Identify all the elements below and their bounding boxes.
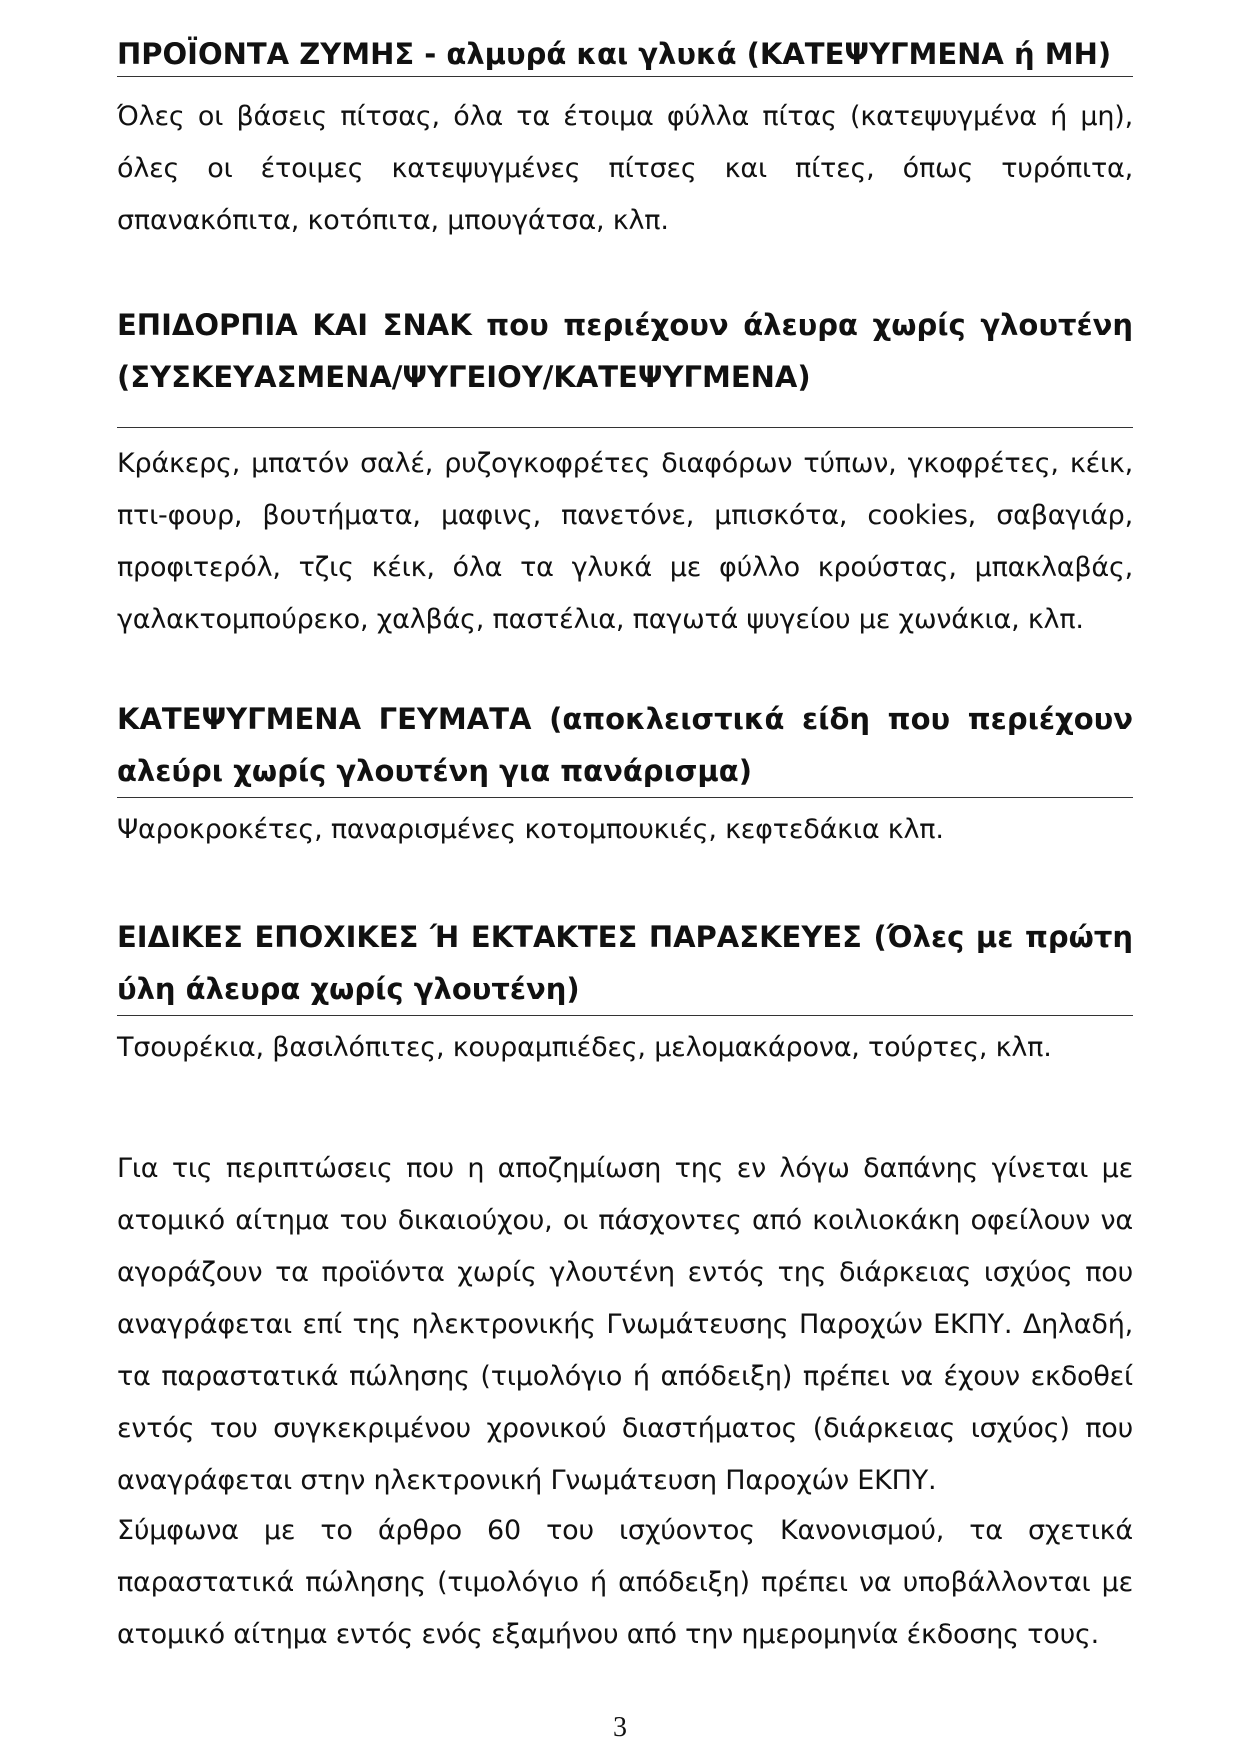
section-text: Όλες οι βάσεις πίτσας, όλα τα έτοιμα φύλλα πίτας (κατεψυγμένα ή μη), όλες οι έτοιμες κατεψυγμένες πίτσες και πίτες, όπως τυρόπιτα, σπανακόπιτα, κοτόπιτα, μπουγάτσα, κλπ. xyxy=(117,101,1133,236)
section-heading: ΠΡΟΪΟΝΤΑ ΖΥΜΗΣ - αλμυρά και γλυκά (ΚΑΤΕΨΥΓΜΕΝΑ ή ΜΗ) xyxy=(117,34,1133,77)
section-text: Ψαροκροκέτες, παναρισμένες κοτομπουκιές, κεφτεδάκια κλπ. xyxy=(117,814,944,845)
section-heading: ΕΠΙΔΟΡΠΙΑ ΚΑΙ ΣΝΑΚ που περιέχουν άλευρα χωρίς γλουτένη (ΣΥΣΚΕΥΑΣΜΕΝΑ/ΨΥΓΕΙΟΥ/ΚΑΤΕΨΥΓΜΕΝΑ) xyxy=(117,299,1133,428)
section-heading: ΚΑΤΕΨΥΓΜΕΝΑ ΓΕΥΜΑΤΑ (αποκλειστικά είδη που περιέχουν αλεύρι χωρίς γλουτένη για πανάρισμα) xyxy=(117,693,1133,798)
section-seasonal-preparations xyxy=(117,911,1133,1074)
section-desserts-snacks xyxy=(117,299,1133,646)
section-text: Τσουρέκια, βασιλόπιτες, κουραμπιέδες, μελομακάρονα, τούρτες, κλπ. xyxy=(117,1032,1052,1063)
section-dough-products xyxy=(117,34,1133,247)
reimbursement-paragraph: Για τις περιπτώσεις που η αποζημίωση της εν λόγω δαπάνης γίνεται με ατομικό αίτημα του δικαιούχου, οι πάσχοντες από κοιλιοκάκη οφείλουν να αγοράζουν τα προϊόντα χωρίς γλουτένη εντός της διάρκειας ισχύος που αναγράφεται επί της ηλεκτρονικής Γνωμάτευσης Παροχών ΕΚΠΥ. Δηλαδή, τα παραστατικά πώλησης (τιμολόγιο ή απόδειξη) πρέπει να έχουν εκδοθεί εντός του συγκεκριμένου χρονικού διαστήματος (διάρκειας ισχύος) που αναγράφεται στην ηλεκτρονική Γνωμάτευση Παροχών ΕΚΠΥ. xyxy=(117,1153,1133,1496)
section-frozen-meals xyxy=(117,693,1133,856)
page-number: 3 xyxy=(613,1712,627,1743)
section-text: Κράκερς, μπατόν σαλέ, ρυζογκοφρέτες διαφόρων τύπων, γκοφρέτες, κέικ, πτι-φουρ, βουτήματα, μαφινς, πανετόνε, μπισκότα, cookies, σαβαγιάρ, προφιτερόλ, τζις κέικ, όλα τα γλυκά με φύλλο κρούστας, μπακλαβάς, γαλακτομπούρεκο, χαλβάς, παστέλια, παγωτά ψυγείου με χωνάκια, κλπ. xyxy=(117,448,1133,635)
section-heading: ΕΙΔΙΚΕΣ ΕΠΟΧΙΚΕΣ Ή ΕΚΤΑΚΤΕΣ ΠΑΡΑΣΚΕΥΕΣ (Όλες με πρώτη ύλη άλευρα χωρίς γλουτένη) xyxy=(117,911,1133,1016)
regulation-paragraph: Σύμφωνα με το άρθρο 60 του ισχύοντος Κανονισμού, τα σχετικά παραστατικά πώλησης (τιμολόγιο ή απόδειξη) πρέπει να υποβάλλονται με ατομικό αίτημα εντός ενός εξαμήνου από την ημερομηνία έκδοσης τους. xyxy=(117,1515,1133,1650)
